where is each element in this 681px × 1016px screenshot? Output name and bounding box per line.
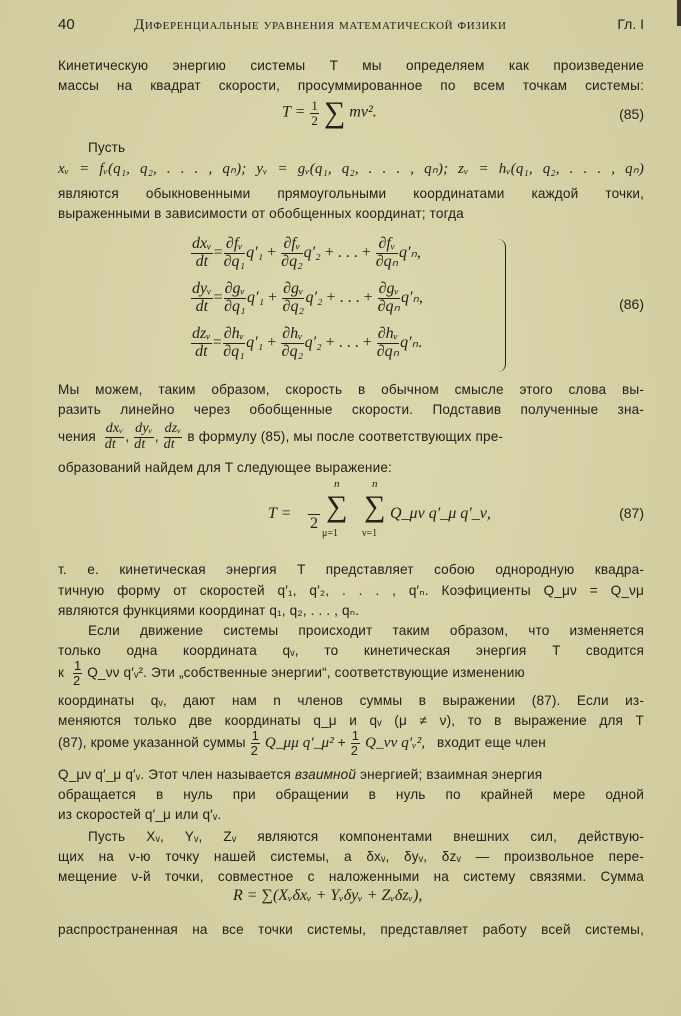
text-line: из скоростей q′_μ или q′ᵥ. (58, 807, 222, 822)
text-line: мещение ν-й точки, совместное с наложенными на систему связями. Сумма (58, 869, 644, 884)
text-line: являются обыкновенными прямоугольными координатами каждой точки, (58, 186, 644, 201)
text-line: щих на ν-ю точку нашей системы, а δxᵥ, δyᵥ, δzᵥ — произвольное пере- (58, 849, 644, 864)
text-line: т. е. кинетическая энергия T представляет собою однородную квадра- (58, 562, 644, 577)
text-line: разить линейно через обобщенные скорости. Подставив полученные зна- (58, 402, 644, 417)
equation-number: (86) (619, 296, 644, 312)
text-line: массы на квадрат скорости, просуммированное по всем точкам системы: (58, 78, 644, 93)
text-line: выраженными в зависимости от обобщенных координат; тогда (58, 206, 464, 221)
text-line: Пусть Xᵥ, Yᵥ, Zᵥ являются компонентами внешних сил, действую- (88, 829, 644, 844)
text-line: распространенная на все точки системы, представляет работу всей системы, (58, 922, 644, 937)
text-line: только одна координата qᵥ, то кинетическая энергия T сводится (58, 643, 644, 658)
equation-row: $\frac{\text{dyᵥ}}{dt}$ = $\frac{\text{∂gᵥ}}{\text{∂q₁}}$ q′₁ + $\frac{\text{∂gᵥ}}{\text{∂q₂}}$ q′₂ + . . . + $\frac{\text{∂gᵥ}}{\text{∂qₙ}}$ q′ₙ, (192, 280, 423, 315)
chapter-label: Гл. I (617, 16, 644, 32)
equation-85: T = $\frac{1}{2}$ ∑ mv². (282, 96, 377, 129)
running-header (58, 16, 644, 38)
text-line: Пусть (88, 140, 126, 155)
text-line: Если движение системы происходит таким образом, что изменяется (88, 623, 644, 638)
text-line: меняются только две координаты q_μ и qᵥ (μ ≠ ν), то в выражение для T (58, 713, 644, 728)
equation-row: $\frac{\text{dxᵥ}}{dt}$ = $\frac{\text{∂fᵥ}}{\text{∂q₁}}$ q′₁ + $\frac{\text{∂fᵥ}}{\text{∂q₂}}$ q′₂ + . . . + $\frac{\text{∂fᵥ}}{\text{∂qₙ}}$ q′ₙ, (192, 235, 421, 270)
text-line: являются функциями координат q₁, q₂, . . . , qₙ. (58, 603, 360, 618)
book-page: 40 Диференциальные уравнения математической физики Гл. I Кинетическую энергию системы T мы определяем как произведение массы на квадрат скорости, просуммированное по всем точкам системы: T = $\frac{1}{2}$ ∑ mv². (85) Пусть xᵥ = fᵥ(q₁, q₂, . . . , qₙ); yᵥ = gᵥ(q₁, q₂, . . . , qₙ); zᵥ = hᵥ(q₁, q₂, . . . , qₙ) являются обыкновенными прямоугольными координатами каждой точки, выраженными в зависимости от обобщенных координат; тогда $\frac{\text{dxᵥ}}{dt}$ = $\frac{\text{∂fᵥ}}{\text{∂q₁}}$ q′₁ + $\frac{\text{∂fᵥ}}{\text{∂q₂}}$ q′₂ + . . . + $\frac{\text{∂fᵥ}}{\text{∂qₙ}}$ q′ₙ, $\frac{\text{dyᵥ}}{dt}$ = $\frac{\text{∂gᵥ}}{\text{∂q₁}}$ q′₁ + $\frac{\text{∂gᵥ}}{\text{∂q₂}}$ q′₂ + . . . + $\frac{\text{∂gᵥ}}{\text{∂qₙ}}$ q′ₙ, $\frac{\text{dzᵥ}}{dt}$ = $\frac{\text{∂hᵥ}}{\text{∂q₁}}$ q′₁ + $\frac{\text{∂hᵥ}}{\text{∂q₂}}$ q′₂ + . . . + $\frac{\text{∂hᵥ}}{\text{∂qₙ}}$ q′ₙ. (86) Мы можем, таким образом, скорость в обычном смысле этого слова вы- разить линейно через обобщенные скорости. Подставив полученные зна- чения $\frac{\text{dxᵥ}}{dt}$ , $\frac{\text{dyᵥ}}{dt}$ , $\frac{\text{dzᵥ}}{dt}$ в формулу (85), мы после соответствующих пре- образований найдем для T следующее выражение: T = 2 n ∑ μ=1 n ∑ ν=1 Q_μν q′_μ q′_ν, (87) т. е. кинетическая энергия T представляет собою однородную квадра- тичную форму от скоростей q′₁, q′₂, . . . , q′ₙ. Коэфициенты Q_μν = Q_νμ являются функциями координат q₁, q₂, . . . , qₙ. Если движение системы происходит таким образом, что изменяется только одна координата qᵥ, то кинетическая энергия T сводится к $\frac{1}{2}$ Q_νν q′ᵥ². Эти „собственные энергии“, соответствующие изменению координаты qᵥ, дают нам n членов суммы в выражении (87). Если из- меняются только две координаты q_μ и qᵥ (μ ≠ ν), то в выражение для T (87), кроме указанной суммы $\frac{1}{2}$ Q_μμ q′_μ² + $\frac{1}{2}$ Q_νν q′ᵥ², входит еще член Q_μν q′_μ q′ᵥ. Этот член называется взаимной энергией; взаимная энергия обращается в нуль при обращении в нуль по крайней мере одной из скоростей q′_μ или q′ᵥ. Пусть Xᵥ, Yᵥ, Zᵥ являются компонентами внешних сил, действую- щих на ν-ю точку нашей системы, а δxᵥ, δyᵥ, δzᵥ — произвольное пере- мещение ν-й точки, совместное с наложенными на систему связями. Сумма R = ∑(Xᵥδxᵥ + Yᵥδyᵥ + Zᵥδzᵥ), распространенная на все точки системы, представляет работу всей системы, (58, 16, 644, 937)
text-line: образований найдем для T следующее выражение: (58, 460, 392, 475)
text-line: Q_μν q′_μ q′ᵥ. Этот член называется взаимной энергией; взаимная энергия (58, 767, 543, 782)
text-line: чения $\frac{\text{dxᵥ}}{dt}$ , $\frac{\text{dyᵥ}}{dt}$ , $\frac{\text{dzᵥ}}{dt}$ в формулу (85), мы после соответствующих пре- (58, 421, 504, 452)
equation-row: $\frac{\text{dzᵥ}}{dt}$ = $\frac{\text{∂hᵥ}}{\text{∂q₁}}$ q′₁ + $\frac{\text{∂hᵥ}}{\text{∂q₂}}$ q′₂ + . . . + $\frac{\text{∂hᵥ}}{\text{∂qₙ}}$ q′ₙ. (192, 325, 422, 360)
text-line: тичную форму от скоростей q′₁, q′₂, . . . , q′ₙ. Коэфициенты Q_μν = Q_νμ (58, 583, 644, 598)
equation-number: (87) (619, 505, 644, 521)
text-line: Кинетическую энергию системы T мы определяем как произведение (58, 58, 644, 73)
text-line: к $\frac{1}{2}$ Q_νν q′ᵥ². Эти „собственные энергии“, соответствующие изменению (58, 658, 525, 688)
equation-number: (85) (619, 106, 644, 122)
text-line: координаты qᵥ, дают нам n членов суммы в выражении (87). Если из- (58, 693, 644, 708)
equation-work: R = ∑(Xᵥδxᵥ + Yᵥδyᵥ + Zᵥδzᵥ), (233, 887, 423, 904)
math-line: xᵥ = fᵥ(q₁, q₂, . . . , qₙ); yᵥ = gᵥ(q₁, q₂, . . . , qₙ); zᵥ = hᵥ(q₁, q₂, . . . , qₙ) (58, 161, 644, 177)
text-line: (87), кроме указанной суммы $\frac{1}{2}$ Q_μμ q′_μ² + $\frac{1}{2}$ Q_νν q′ᵥ², входит еще член (58, 728, 546, 758)
running-title: Диференциальные уравнения математической физики (134, 17, 507, 33)
page-number: 40 (58, 16, 75, 33)
right-brace (497, 239, 506, 372)
text-line: Мы можем, таким образом, скорость в обычном смысле этого слова вы- (58, 382, 644, 397)
text-line: обращается в нуль при обращении в нуль по крайней мере одной (58, 787, 644, 802)
